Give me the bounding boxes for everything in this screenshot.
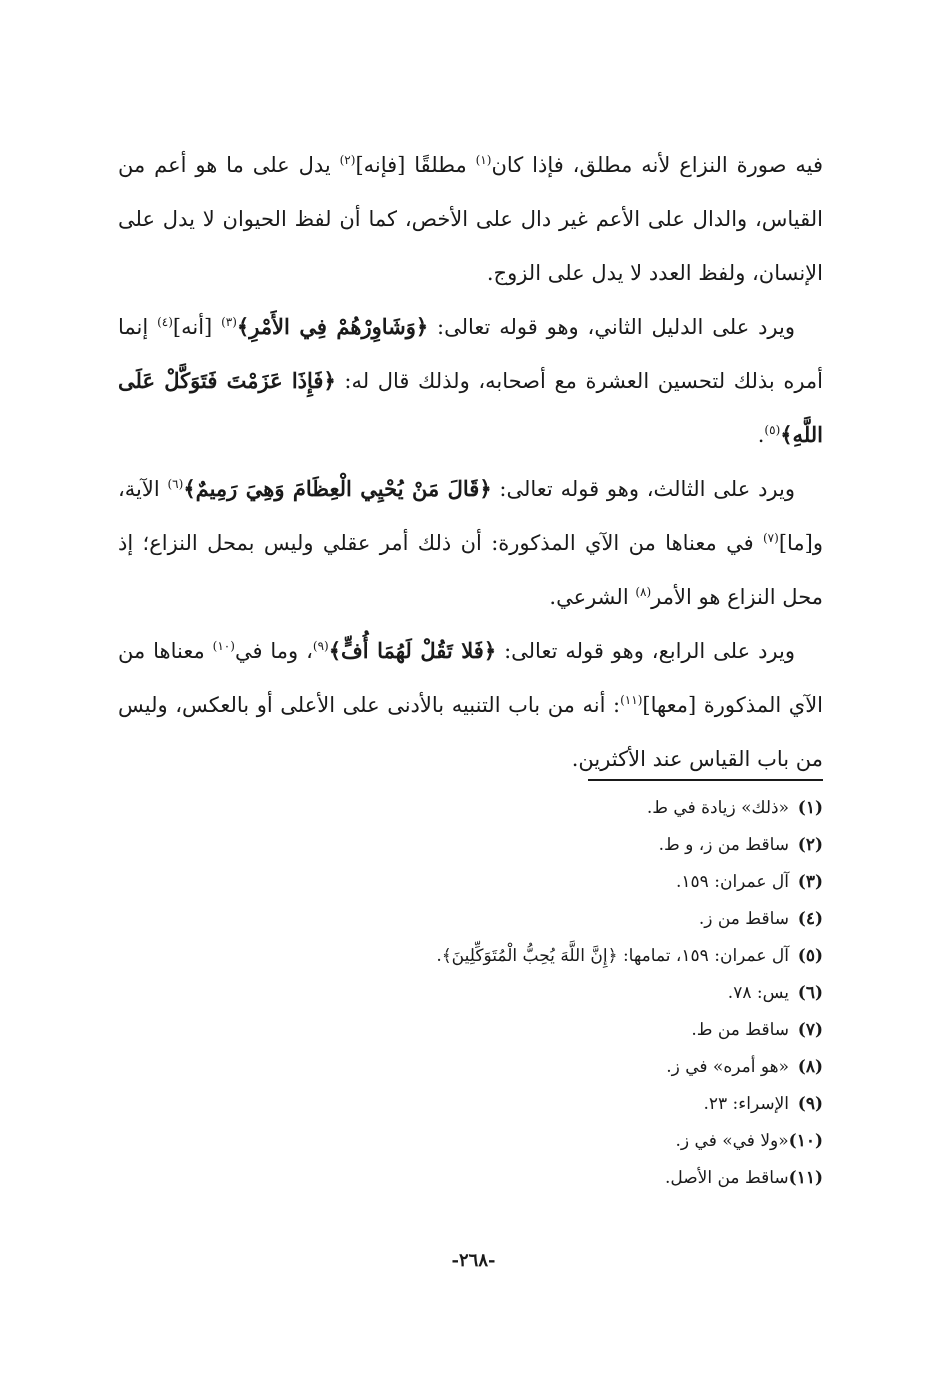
- quran-quote: ﴿فَلا تَقُلْ لَهُمَا أُفٍّ﴾: [328, 638, 497, 663]
- footnote-number: (٨): [797, 1057, 823, 1077]
- footnote-ref-4[interactable]: (٤): [157, 315, 173, 329]
- footnote-4: [118, 901, 823, 938]
- footnote-9: [118, 1086, 823, 1123]
- footnote-number: (٢): [797, 835, 823, 855]
- text-run: ويرد على الرابع، وهو قوله تعالى:: [496, 639, 795, 663]
- text-run: .: [757, 423, 765, 447]
- text-run: الآية، و[ما]: [118, 477, 823, 555]
- footnote-text: ساقط من ز.: [698, 909, 789, 929]
- quran-quote: ﴿فَإِذَا عَزَمْتَ فَتَوَكَّلْ عَلَى اللَّهِ﴾: [118, 368, 823, 447]
- footnote-5: [118, 938, 823, 975]
- footnote-6: [118, 975, 823, 1012]
- footnote-text: ساقط من ط.: [691, 1020, 789, 1040]
- footnote-text: آل عمران: ١٥٩، تمامها: ﴿إِنَّ اللَّهَ يُحِبُّ الْمُتَوَكِّلِينَ﴾.: [436, 946, 789, 966]
- text-run: ويرد على الثالث، وهو قوله تعالى:: [491, 477, 796, 501]
- footnotes: [118, 790, 823, 1197]
- page-number: -٢٦٨-: [451, 1250, 496, 1271]
- footnote-text: «ذلك» زيادة في ط.: [646, 798, 789, 818]
- footnote-text: الإسراء: ٢٣.: [703, 1094, 789, 1114]
- text-run: فيه صورة النزاع لأنه مطلق، فإذا كان: [491, 153, 824, 177]
- footnote-number: (٧): [797, 1020, 823, 1040]
- text-run: يدل على ما هو أعم من القياس، والدال على الأعم غير دال على الأخص، كما أن لفظ الحيوان لا يدل على الإنسان، ولفظ العدد لا يدل على الزوج.: [118, 153, 823, 285]
- paragraph-1: [118, 138, 823, 300]
- text-run: [أنه]: [172, 315, 222, 339]
- text-run: الشرعي.: [549, 585, 636, 609]
- footnote-ref-9[interactable]: (٩): [312, 639, 329, 653]
- text-run: في معناها من الآي المذكورة: أن ذلك أمر عقلي وليس بمحل النزاع؛ إذ محل النزاع هو الأمر: [118, 531, 823, 609]
- footnote-8: [118, 1049, 823, 1086]
- footnote-number: (٤): [797, 909, 823, 929]
- text-run: ويرد على الدليل الثاني، وهو قوله تعالى:: [428, 315, 796, 339]
- footnote-number: (١): [797, 798, 823, 818]
- footnote-text: «هو أمره» في ز.: [666, 1057, 789, 1077]
- footnote-7: [118, 1012, 823, 1049]
- text-run: ، وما في: [234, 639, 313, 663]
- footnote-ref-10[interactable]: (١٠): [212, 639, 235, 653]
- footnote-text: ساقط من الأصل.: [664, 1168, 789, 1188]
- footnote-11: [118, 1160, 823, 1197]
- footnote-ref-3[interactable]: (٣): [221, 315, 237, 329]
- paragraph-3: [118, 462, 823, 624]
- main-text: [118, 138, 823, 786]
- footnote-ref-11[interactable]: (١١): [620, 693, 643, 707]
- footnote-ref-7[interactable]: (٧): [762, 531, 779, 545]
- footnote-number: (٣): [797, 872, 823, 892]
- text-run: : أنه من باب التنبيه بالأدنى على الأعلى أو بالعكس، وليس من باب القياس عند الأكثرين.: [118, 693, 823, 771]
- footnote-1: [118, 790, 823, 827]
- footnote-ref-5[interactable]: (٥): [764, 423, 781, 437]
- footnote-text: «ولا في» في ز.: [675, 1131, 789, 1151]
- text-run: معناها من الآي المذكورة [معها]: [118, 639, 824, 717]
- quran-quote: ﴿قَالَ مَنْ يُحْيِي الْعِظَامَ وَهِيَ رَمِيمٌ﴾: [183, 476, 492, 501]
- footnote-2: [118, 827, 823, 864]
- footnote-number: (٦): [797, 983, 823, 1003]
- footnote-ref-2[interactable]: (٢): [339, 153, 356, 167]
- footnote-10: [118, 1123, 823, 1160]
- paragraph-2: [118, 300, 823, 462]
- footnote-separator: [588, 779, 823, 781]
- footnote-3: [118, 864, 823, 901]
- footnote-ref-8[interactable]: (٨): [635, 585, 652, 599]
- footnote-text: ساقط من ز، و ط.: [658, 835, 789, 855]
- footnote-number: (٩): [797, 1094, 823, 1114]
- footnote-number: (١٠): [788, 1131, 823, 1151]
- footnote-text: يس: ٧٨.: [727, 983, 789, 1003]
- quran-quote: ﴿وَشَاوِرْهُمْ فِي الأَمْرِ﴾: [236, 314, 429, 339]
- footnote-ref-1[interactable]: (١): [475, 153, 492, 167]
- footnote-number: (٥): [797, 946, 823, 966]
- paragraph-4: [118, 624, 823, 786]
- text-run: مطلقًا [فإنه]: [355, 153, 476, 177]
- footnote-number: (١١): [788, 1168, 823, 1188]
- text-run: إنما أمره بذلك لتحسين العشرة مع أصحابه، ولذلك قال له:: [118, 315, 823, 393]
- footnote-ref-6[interactable]: (٦): [167, 477, 184, 491]
- footnote-text: آل عمران: ١٥٩.: [676, 872, 789, 892]
